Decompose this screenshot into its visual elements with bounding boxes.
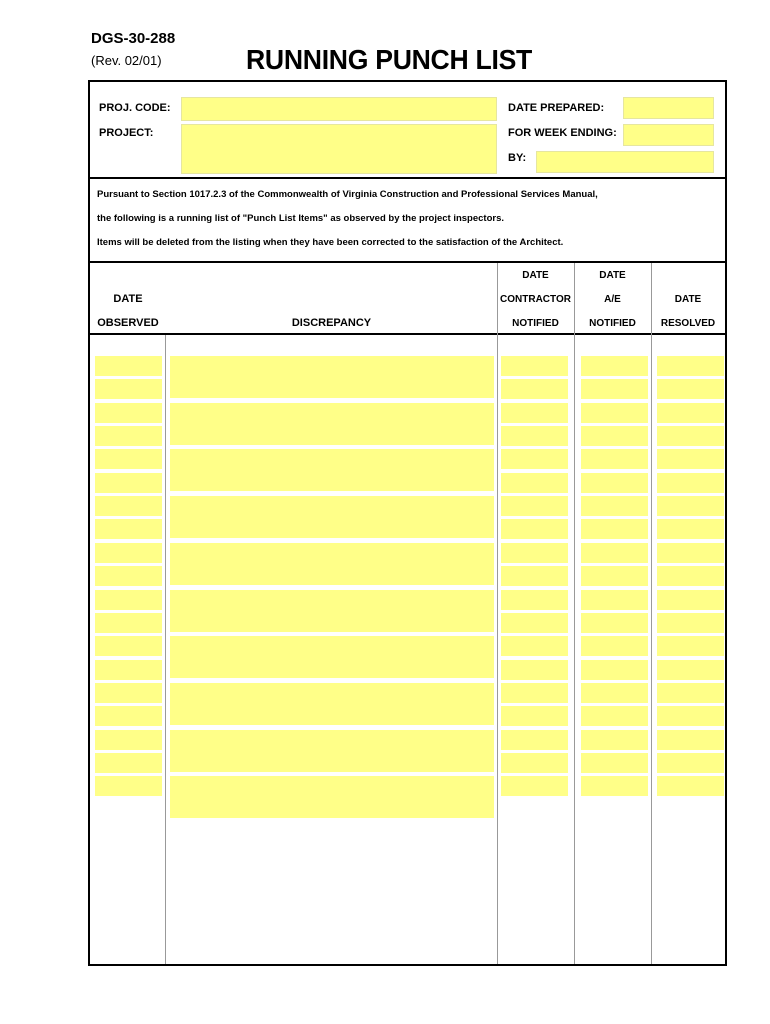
contractor-notified-cell[interactable] xyxy=(501,356,568,376)
contractor-notified-cell[interactable] xyxy=(501,730,568,750)
week-ending-label: FOR WEEK ENDING: xyxy=(508,127,617,139)
discrepancy-cell[interactable] xyxy=(170,636,494,678)
date-observed-cell[interactable] xyxy=(95,543,162,563)
week-ending-field[interactable] xyxy=(623,124,714,146)
discrepancy-cell[interactable] xyxy=(170,590,494,632)
ae-notified-cell[interactable] xyxy=(581,613,648,633)
column-separator xyxy=(574,263,575,964)
ae-notified-cell[interactable] xyxy=(581,519,648,539)
date-observed-cell[interactable] xyxy=(95,613,162,633)
ae-notified-cell[interactable] xyxy=(581,566,648,586)
date-observed-cell[interactable] xyxy=(95,566,162,586)
ae-notified-cell[interactable] xyxy=(581,543,648,563)
contractor-notified-cell[interactable] xyxy=(501,683,568,703)
date-observed-cell[interactable] xyxy=(95,473,162,493)
discrepancy-cell[interactable] xyxy=(170,543,494,585)
date-resolved-cell[interactable] xyxy=(657,403,724,423)
discrepancy-cell[interactable] xyxy=(170,730,494,772)
date-resolved-cell[interactable] xyxy=(657,706,724,726)
contractor-notified-cell[interactable] xyxy=(501,426,568,446)
col-discrepancy: DISCREPANCY xyxy=(291,317,372,329)
by-label: BY: xyxy=(508,152,527,164)
date-resolved-cell[interactable] xyxy=(657,660,724,680)
date-resolved-cell[interactable] xyxy=(657,613,724,633)
notice-line-2: the following is a running list of "Punch List Items" as observed by the project inspectors. xyxy=(97,213,505,224)
col-resolved-line2: RESOLVED xyxy=(660,318,716,329)
date-observed-cell[interactable] xyxy=(95,426,162,446)
column-separator xyxy=(497,263,498,964)
contractor-notified-cell[interactable] xyxy=(501,753,568,773)
contractor-notified-cell[interactable] xyxy=(501,496,568,516)
date-resolved-cell[interactable] xyxy=(657,730,724,750)
date-resolved-cell[interactable] xyxy=(657,543,724,563)
date-observed-cell[interactable] xyxy=(95,519,162,539)
date-resolved-cell[interactable] xyxy=(657,496,724,516)
form-id: DGS-30-288 xyxy=(91,30,176,47)
date-observed-cell[interactable] xyxy=(95,683,162,703)
ae-notified-cell[interactable] xyxy=(581,706,648,726)
ae-notified-cell[interactable] xyxy=(581,753,648,773)
date-observed-cell[interactable] xyxy=(95,776,162,796)
date-observed-cell[interactable] xyxy=(95,449,162,469)
date-resolved-cell[interactable] xyxy=(657,519,724,539)
col-contractor-line3: NOTIFIED xyxy=(512,318,559,329)
contractor-notified-cell[interactable] xyxy=(501,473,568,493)
date-prepared-field[interactable] xyxy=(623,97,714,119)
date-resolved-cell[interactable] xyxy=(657,473,724,493)
date-resolved-cell[interactable] xyxy=(657,356,724,376)
contractor-notified-cell[interactable] xyxy=(501,590,568,610)
contractor-notified-cell[interactable] xyxy=(501,449,568,469)
date-resolved-cell[interactable] xyxy=(657,683,724,703)
date-resolved-cell[interactable] xyxy=(657,566,724,586)
ae-notified-cell[interactable] xyxy=(581,473,648,493)
ae-notified-cell[interactable] xyxy=(581,660,648,680)
contractor-notified-cell[interactable] xyxy=(501,543,568,563)
notice-line-3: Items will be deleted from the listing when they have been corrected to the satisfaction of the Architect. xyxy=(97,237,564,248)
col-date-observed-line1: DATE xyxy=(113,293,143,305)
ae-notified-cell[interactable] xyxy=(581,683,648,703)
form-revision: (Rev. 02/01) xyxy=(91,53,162,68)
ae-notified-cell[interactable] xyxy=(581,426,648,446)
contractor-notified-cell[interactable] xyxy=(501,613,568,633)
col-ae-line1: DATE xyxy=(599,270,626,281)
date-observed-cell[interactable] xyxy=(95,706,162,726)
date-resolved-cell[interactable] xyxy=(657,636,724,656)
ae-notified-cell[interactable] xyxy=(581,496,648,516)
date-observed-cell[interactable] xyxy=(95,379,162,399)
by-field[interactable] xyxy=(536,151,714,173)
ae-notified-cell[interactable] xyxy=(581,590,648,610)
contractor-notified-cell[interactable] xyxy=(501,706,568,726)
ae-notified-cell[interactable] xyxy=(581,730,648,750)
ae-notified-cell[interactable] xyxy=(581,449,648,469)
project-label: PROJECT: xyxy=(99,127,154,139)
proj-code-field[interactable] xyxy=(181,97,497,121)
column-separator xyxy=(165,335,166,964)
ae-notified-cell[interactable] xyxy=(581,356,648,376)
date-resolved-cell[interactable] xyxy=(657,426,724,446)
discrepancy-cell[interactable] xyxy=(170,683,494,725)
divider xyxy=(88,261,727,263)
date-observed-cell[interactable] xyxy=(95,636,162,656)
col-contractor-line2: CONTRACTOR xyxy=(500,294,571,305)
date-resolved-cell[interactable] xyxy=(657,449,724,469)
col-contractor-line1: DATE xyxy=(522,270,549,281)
date-resolved-cell[interactable] xyxy=(657,776,724,796)
discrepancy-cell[interactable] xyxy=(170,356,494,398)
col-resolved-line1: DATE xyxy=(674,294,702,305)
project-field[interactable] xyxy=(181,124,497,174)
date-resolved-cell[interactable] xyxy=(657,379,724,399)
col-ae-line3: NOTIFIED xyxy=(589,318,636,329)
date-observed-cell[interactable] xyxy=(95,403,162,423)
ae-notified-cell[interactable] xyxy=(581,379,648,399)
date-observed-cell[interactable] xyxy=(95,730,162,750)
page-title: RUNNING PUNCH LIST xyxy=(246,44,532,75)
proj-code-label: PROJ. CODE: xyxy=(99,102,171,114)
contractor-notified-cell[interactable] xyxy=(501,660,568,680)
ae-notified-cell[interactable] xyxy=(581,403,648,423)
date-resolved-cell[interactable] xyxy=(657,590,724,610)
contractor-notified-cell[interactable] xyxy=(501,776,568,796)
ae-notified-cell[interactable] xyxy=(581,776,648,796)
discrepancy-cell[interactable] xyxy=(170,449,494,491)
col-ae-line2: A/E xyxy=(604,294,621,305)
date-observed-cell[interactable] xyxy=(95,496,162,516)
column-separator xyxy=(651,263,652,964)
date-observed-cell[interactable] xyxy=(95,356,162,376)
date-observed-cell[interactable] xyxy=(95,753,162,773)
discrepancy-cell[interactable] xyxy=(170,403,494,445)
divider xyxy=(88,177,727,179)
contractor-notified-cell[interactable] xyxy=(501,403,568,423)
col-date-observed-line2: OBSERVED xyxy=(97,317,159,329)
notice-line-1: Pursuant to Section 1017.2.3 of the Commonwealth of Virginia Construction and Professional Services Manual, xyxy=(97,189,598,200)
contractor-notified-cell[interactable] xyxy=(501,379,568,399)
date-prepared-label: DATE PREPARED: xyxy=(508,102,605,114)
contractor-notified-cell[interactable] xyxy=(501,519,568,539)
discrepancy-cell[interactable] xyxy=(170,496,494,538)
contractor-notified-cell[interactable] xyxy=(501,566,568,586)
date-observed-cell[interactable] xyxy=(95,590,162,610)
contractor-notified-cell[interactable] xyxy=(501,636,568,656)
divider xyxy=(88,333,727,335)
discrepancy-cell[interactable] xyxy=(170,776,494,818)
ae-notified-cell[interactable] xyxy=(581,636,648,656)
date-observed-cell[interactable] xyxy=(95,660,162,680)
date-resolved-cell[interactable] xyxy=(657,753,724,773)
